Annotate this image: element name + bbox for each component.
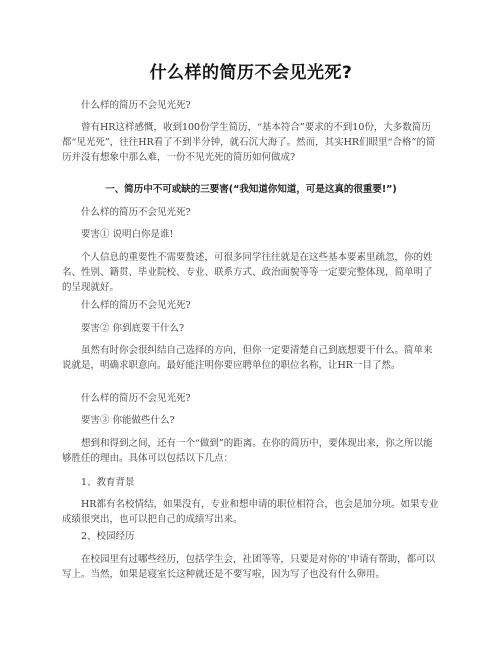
- list-item-paragraph-2: 在校园里有过哪些经历，包括学生会，社团等等，只要是对你的'申请有帮助，都可以写上。当然，如果是寝室长这种就还是不要写啦，因为写了也没有什么卵用。: [62, 554, 436, 580]
- question-1: 什么样的简历不会见光死?: [81, 207, 191, 218]
- list-item-paragraph-1: HR都有名校情结，如果没有，专业和想申请的职位相符合，也会是加分项。如果专业成绩很突出，也可以把自己的成绩写出来。: [62, 499, 439, 525]
- document-title: 什么样的简历不会见光死?: [149, 63, 353, 83]
- list-item-heading-2: 2、校园经历: [81, 531, 135, 542]
- key-point-2-paragraph: 虽然有时你会很纠结自己选择的方向，但你一定要清楚自己到底想要干什么。简单来说就是，明确求职意向。最好能注明你要应聘单位的职位名称，让HR一目了然。: [62, 345, 433, 371]
- list-item-heading-1: 1、教育背景: [81, 477, 135, 488]
- intro-paragraph: 曾有HR这样感慨，收到100份学生简历，“基本符合”要求的不到10份，大多数简历都“见光死”，往往HR看了不到半分钟，就石沉大海了。然而，其实HR们眼里“合格”的简历并没有想象中那么难，一份不见光死的简历如何做成?: [62, 122, 436, 163]
- question-3: 什么样的简历不会见光死?: [81, 393, 191, 404]
- key-point-3: 要害③ 你能做些什么?: [81, 415, 175, 426]
- key-point-3-paragraph: 想到和得到之间，还有一个“做到”的距离。在你的简历中，要体现出来，你之所以能够胜任的理由。具体可以包括以下几点：: [62, 438, 433, 464]
- question-2: 什么样的简历不会见光死?: [81, 300, 191, 311]
- key-point-1-paragraph: 个人信息的重要性不需要赘述，可很多同学往往就是在这些基本要素里疏忽，你的姓名、性别、籍贯、毕业院校、专业、联系方式、政治面貌等等一定要完整体现，简单明了的呈现就好。: [62, 252, 433, 293]
- key-point-2: 要害② 你到底要干什么?: [81, 323, 185, 334]
- intro-question: 什么样的简历不会见光死?: [81, 100, 191, 111]
- section-heading: 一、简历中不可或缺的三要害(“我知道你知道，可是这真的很重要!”): [105, 184, 397, 195]
- key-point-1: 要害① 说明白你是谁!: [81, 229, 174, 240]
